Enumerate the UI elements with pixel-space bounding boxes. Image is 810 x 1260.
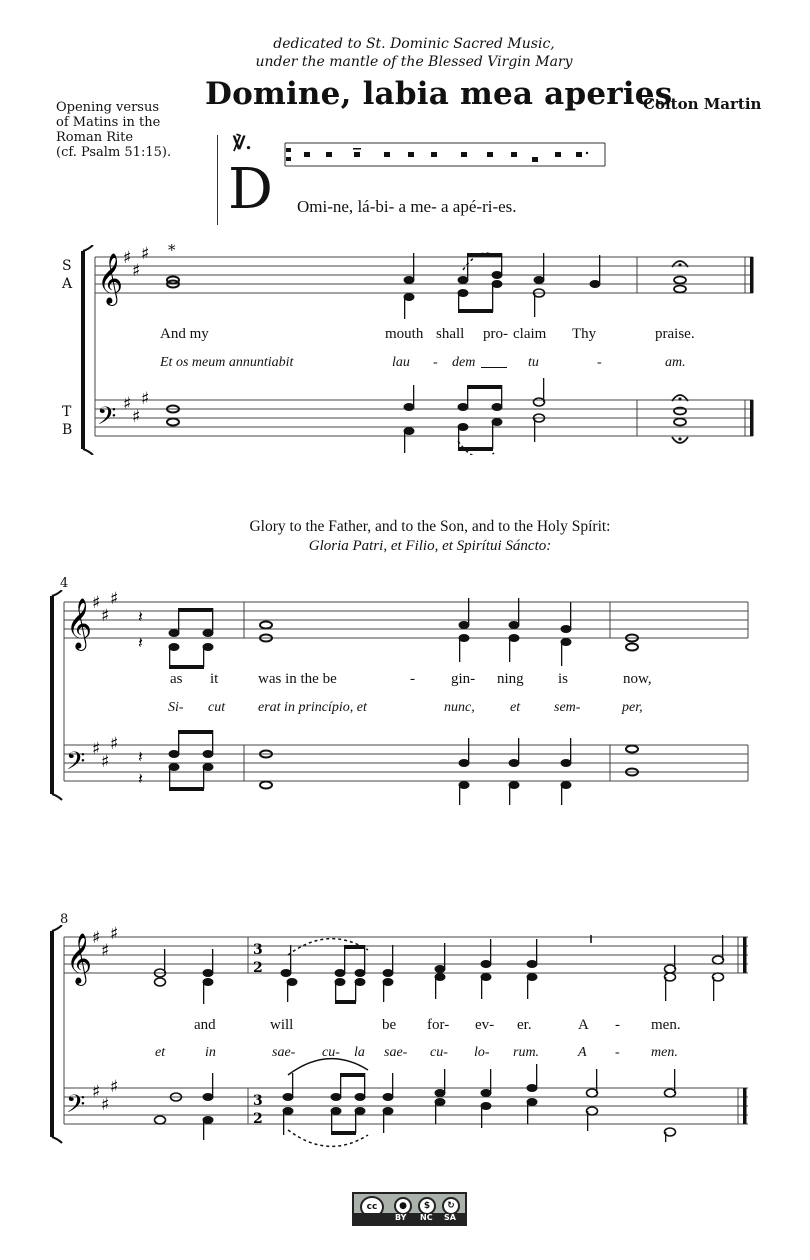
s1-latin-syl: am. [665, 355, 686, 370]
doxology-english: Glory to the Father, and to the Son, and to the Holy Spírit: [249, 518, 611, 535]
svg-text:𝄽: 𝄽 [138, 769, 143, 788]
svg-text:♯: ♯ [110, 590, 119, 609]
chant-syllable: bi- [375, 197, 395, 216]
source-note-line: (cf. Psalm 51:15). [56, 145, 172, 160]
s3-latin-syl: lo- [474, 1045, 490, 1060]
time-sig-top-bass: 3 [253, 1093, 263, 1109]
svg-text:𝄢: 𝄢 [66, 1090, 86, 1125]
svg-text:♯: ♯ [132, 261, 141, 281]
system-3-score [48, 925, 763, 1155]
s3-syl: ev- [475, 1017, 495, 1033]
s2-latin-syl: nunc, [444, 700, 475, 715]
source-note-line: Roman Rite [56, 130, 134, 145]
s3-syl: A [578, 1017, 589, 1033]
s1-latin-syl: dem [452, 355, 476, 370]
s3-latin-syl: - [615, 1045, 620, 1060]
s3-syl: will [270, 1017, 294, 1033]
s2-latin-syl: et [510, 700, 521, 715]
svg-text:𝄞: 𝄞 [97, 253, 124, 304]
svg-text:♯: ♯ [101, 941, 110, 961]
s2-syl: gin- [451, 671, 476, 687]
noncommercial-icon: $ [418, 1197, 436, 1215]
s3-latin-syl: in [205, 1045, 216, 1060]
s2-syl: it [210, 671, 219, 687]
s2-latin-syl: Si- [168, 700, 184, 715]
system-1-score [75, 245, 765, 455]
chant-syllable: Omi- [297, 197, 333, 216]
svg-text:𝄞: 𝄞 [66, 933, 93, 984]
time-sig-top: 3 [253, 942, 263, 958]
s3-syl: be [382, 1017, 397, 1033]
chant-syllable: apé- [452, 197, 483, 216]
extender-line [481, 367, 507, 368]
s1-latin-syl: tu [528, 355, 539, 370]
s1-syl: shall [436, 326, 465, 342]
measure-number: 4 [60, 576, 69, 591]
s3-latin-syl: cu- [430, 1045, 448, 1060]
cc-labels [354, 1213, 465, 1224]
source-note-line: of Matins in the [56, 115, 161, 130]
time-sig-bottom: 2 [253, 960, 263, 976]
s3-latin-syl: sae- [384, 1045, 408, 1060]
svg-text:♯: ♯ [92, 928, 101, 948]
chant-syllable: ri- [482, 197, 499, 216]
svg-text:♯: ♯ [141, 389, 150, 409]
svg-text:𝄞: 𝄞 [66, 598, 93, 649]
s2-latin-syl: cut [208, 700, 226, 715]
s2-syl: now, [623, 671, 652, 687]
svg-text:♯: ♯ [132, 407, 141, 427]
s3-latin-syl: cu- [322, 1045, 340, 1060]
svg-text:♯: ♯ [141, 245, 150, 264]
chant-syllable: ne, [332, 197, 354, 216]
svg-text:♯: ♯ [92, 1082, 101, 1102]
s3-latin-syl: et [155, 1045, 166, 1060]
svg-text:♯: ♯ [92, 593, 101, 613]
s3-latin-syl: la [354, 1045, 365, 1060]
chant-syllable: a [441, 197, 449, 216]
chant-syllable: es. [498, 197, 517, 216]
s3-latin-syl: men. [651, 1045, 678, 1060]
s1-latin-syl: lau [392, 355, 410, 370]
attribution-icon: ● [394, 1197, 412, 1215]
svg-text:♯: ♯ [101, 1095, 110, 1115]
s1-syl: mouth [385, 326, 424, 342]
svg-text:𝄽: 𝄽 [138, 747, 143, 766]
s1-latin-syl: - [597, 355, 602, 370]
svg-text:♯: ♯ [110, 925, 119, 944]
s2-latin-syl: erat in princípio, et [258, 700, 367, 715]
s3-latin-syl: A [578, 1045, 587, 1060]
staff-label-b: B [62, 422, 73, 438]
dedication-line-2: under the mantle of the Blessed Virgin Mary [255, 54, 573, 70]
svg-text:𝄢: 𝄢 [66, 747, 86, 782]
sharealike-icon: ↻ [442, 1197, 460, 1215]
svg-text:♯: ♯ [123, 394, 132, 414]
staff-label-t: T [62, 404, 72, 420]
cc-icon: cc [360, 1196, 384, 1218]
dedication-line-1: dedicated to St. Dominic Sacred Music, [273, 36, 555, 52]
svg-text:♯: ♯ [123, 248, 132, 268]
svg-text:𝄽: 𝄽 [138, 607, 143, 626]
svg-text:♯: ♯ [110, 734, 119, 754]
svg-text:♯: ♯ [101, 606, 110, 626]
doxology-latin: Gloria Patri, et Filio, et Spirítui Sáncto: [308, 538, 552, 554]
s2-syl: - [410, 671, 415, 687]
s2-latin-syl: sem- [554, 700, 581, 715]
versicle-symbol: ℣. [233, 133, 252, 154]
s1-syl: praise. [655, 326, 695, 342]
s3-syl: er. [517, 1017, 532, 1033]
s2-syl: as [170, 671, 183, 687]
cc-label-sa: SA [444, 1213, 456, 1222]
chant-initial: D [228, 157, 273, 222]
system-2-score [48, 590, 763, 805]
s3-syl: - [615, 1017, 620, 1033]
s1-syl: Thy [572, 326, 597, 342]
chant-divider [217, 135, 218, 225]
chant-lyrics [297, 197, 517, 217]
s3-syl: for- [427, 1017, 450, 1033]
staff-label-a: A [62, 276, 73, 292]
composer: Colton Martin [643, 95, 762, 113]
asterisk: * [168, 241, 176, 259]
cc-license-badge[interactable] [352, 1192, 467, 1226]
s3-latin-syl: sae- [272, 1045, 296, 1060]
chant-syllable: lá- [357, 197, 376, 216]
source-note-line: Opening versus [56, 100, 159, 115]
s2-syl: ning [497, 671, 524, 687]
chant-syllable: me- [410, 197, 437, 216]
staff-label-s: S [62, 258, 72, 274]
svg-text:♯: ♯ [110, 1077, 119, 1097]
svg-text:𝄢: 𝄢 [97, 402, 117, 437]
s2-syl: was in the be [258, 671, 337, 687]
s3-syl: and [194, 1017, 216, 1033]
source-note [56, 100, 176, 160]
s1-syl: And my [160, 326, 209, 342]
s1-english [160, 326, 209, 343]
s3-latin-syl: rum. [513, 1045, 540, 1060]
svg-text:𝄽: 𝄽 [138, 633, 143, 652]
cc-label-nc: NC [420, 1213, 433, 1222]
s1-syl: pro- [483, 326, 508, 342]
s3-syl: men. [651, 1017, 681, 1033]
chant-staff [280, 140, 610, 170]
measure-number: 8 [60, 912, 69, 927]
svg-text:♯: ♯ [92, 739, 101, 759]
svg-text:♯: ♯ [101, 752, 110, 772]
time-sig-bottom-bass: 2 [253, 1111, 263, 1127]
chant-syllable: a [398, 197, 407, 216]
s1-syl: claim [513, 326, 547, 342]
s2-latin-syl: per, [622, 700, 643, 715]
s1-latin-syl: Et os meum annuntiabit [160, 355, 294, 370]
s1-latin-syl: - [433, 355, 438, 370]
cc-label-by: BY [395, 1213, 407, 1222]
page-title: Domine, labia mea aperies [205, 76, 673, 112]
s2-syl: is [558, 671, 569, 687]
